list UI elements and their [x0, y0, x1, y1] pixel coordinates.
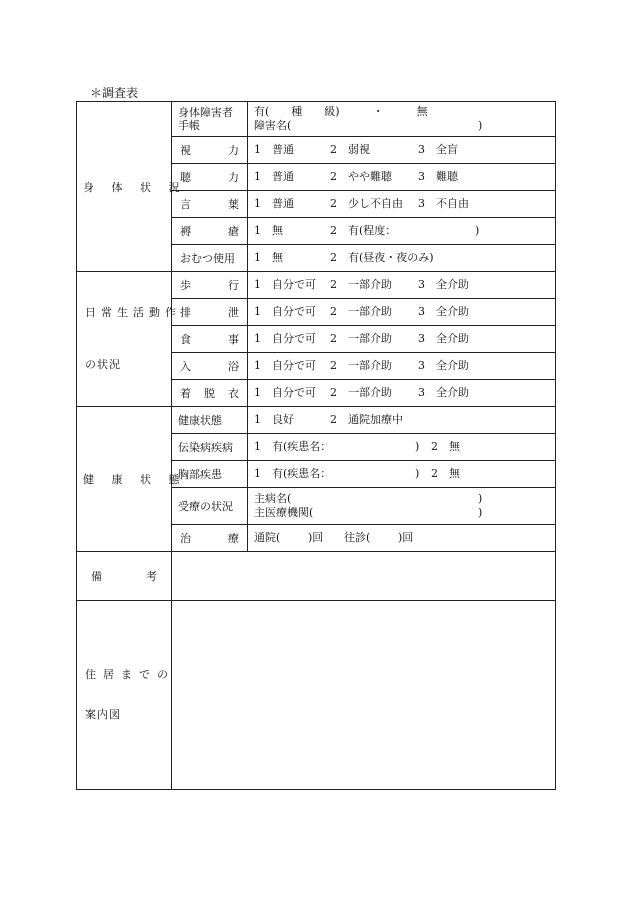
vision-opt2-num: 2 [330, 143, 337, 156]
medical-institution-open: 主医療機関( [254, 506, 314, 519]
walk-opt1-num: 1 [254, 278, 261, 291]
diaper-opt2-num: 2 [330, 251, 337, 264]
meal-opt3-num: 3 [418, 332, 425, 345]
section-adl-line2: の状況 [85, 358, 121, 371]
label-bedsore: 褥瘡 [172, 218, 248, 245]
value-infectious[interactable] [248, 434, 556, 461]
section-map-line2: 案内図 [85, 708, 121, 721]
label-excrete: 排泄 [172, 299, 248, 326]
infectious-opt1: 有(疾患名： [272, 440, 332, 453]
infectious-opt1-close: ) [415, 440, 420, 453]
bath-opt1: 自分で可 [272, 359, 316, 372]
chest-opt1: 有(疾患名： [272, 467, 332, 480]
section-body-status: 身 体 状 況 [77, 102, 172, 272]
chest-opt2: 無 [449, 467, 460, 480]
dress-opt1-num: 1 [254, 386, 261, 399]
survey-table [76, 101, 556, 790]
health-opt2-num: 2 [330, 413, 337, 426]
section-remarks: 備 考 [77, 552, 172, 601]
value-speech[interactable] [248, 191, 556, 218]
treatment-homevisit: 往診( [344, 531, 371, 544]
disability-line2 [254, 119, 549, 133]
value-disability-handbook[interactable] [248, 102, 556, 137]
hearing-opt2: やや難聴 [348, 170, 392, 183]
dress-opt2: 一部介助 [348, 386, 392, 399]
form-title: ＊調査表 [90, 86, 139, 100]
bath-opt2-num: 2 [330, 359, 337, 372]
speech-opt1-num: 1 [254, 197, 261, 210]
bedsore-opt1-num: 1 [254, 224, 261, 237]
medical-line2 [254, 506, 549, 520]
bath-opt3: 全介助 [436, 359, 469, 372]
dress-opt3: 全介助 [436, 386, 469, 399]
walk-opt1: 自分で可 [272, 278, 316, 291]
speech-opt1: 普通 [272, 197, 294, 210]
medical-disease-close: ) [478, 492, 483, 505]
speech-opt2-num: 2 [330, 197, 337, 210]
health-opt2: 通院加療中 [348, 413, 403, 426]
treatment-outpatient: 通院( [254, 531, 281, 544]
label-health-status: 健康状態 [172, 407, 248, 434]
bath-opt3-num: 3 [418, 359, 425, 372]
row-disability-handbook [77, 102, 556, 137]
diaper-opt1-num: 1 [254, 251, 261, 264]
speech-opt3: 不自由 [436, 197, 469, 210]
value-bath[interactable] [248, 353, 556, 380]
label-speech: 言葉 [172, 191, 248, 218]
value-diaper[interactable] [248, 245, 556, 272]
treatment-outpatient-close: )回 [308, 531, 324, 544]
bedsore-opt1: 無 [272, 224, 283, 237]
value-hearing[interactable] [248, 164, 556, 191]
meal-opt1: 自分で可 [272, 332, 316, 345]
label-infectious: 伝染病疾病 [172, 434, 248, 461]
medical-disease-open: 主病名( [254, 492, 292, 505]
speech-opt3-num: 3 [418, 197, 425, 210]
disability-name-close: ) [478, 119, 483, 132]
health-opt1: 良好 [272, 413, 294, 426]
bedsore-opt2: 有(程度： [348, 224, 397, 237]
meal-opt1-num: 1 [254, 332, 261, 345]
map-area[interactable] [172, 601, 556, 790]
diaper-opt2: 有(昼夜・夜のみ) [348, 251, 434, 264]
value-chest[interactable] [248, 461, 556, 488]
meal-opt3: 全介助 [436, 332, 469, 345]
hearing-opt1-num: 1 [254, 170, 261, 183]
value-vision[interactable] [248, 137, 556, 164]
chest-opt2-num: 2 [431, 467, 438, 480]
excrete-opt3: 全介助 [436, 305, 469, 318]
meal-opt2: 一部介助 [348, 332, 392, 345]
excrete-opt2-num: 2 [330, 305, 337, 318]
value-medical[interactable] [248, 488, 556, 525]
vision-opt1-num: 1 [254, 143, 261, 156]
vision-opt1: 普通 [272, 143, 294, 156]
value-walk[interactable] [248, 272, 556, 299]
section-adl-line1: 日常生活動作 [85, 306, 181, 319]
diaper-opt1: 無 [272, 251, 283, 264]
bath-opt1-num: 1 [254, 359, 261, 372]
label-treatment: 治療 [172, 525, 248, 552]
value-excrete[interactable] [248, 299, 556, 326]
walk-opt3: 全介助 [436, 278, 469, 291]
treatment-homevisit-close: )回 [398, 531, 414, 544]
dress-opt1: 自分で可 [272, 386, 316, 399]
bedsore-opt2-close: ) [475, 224, 480, 237]
value-meal[interactable] [248, 326, 556, 353]
health-opt1-num: 1 [254, 413, 261, 426]
disability-line1: 有( 種 級) ・ 無 [254, 105, 428, 118]
excrete-opt1-num: 1 [254, 305, 261, 318]
value-bedsore[interactable] [248, 218, 556, 245]
label-hearing: 聴力 [172, 164, 248, 191]
bath-opt2: 一部介助 [348, 359, 392, 372]
walk-opt2: 一部介助 [348, 278, 392, 291]
label-chest: 胸部疾患 [172, 461, 248, 488]
hearing-opt3: 難聴 [436, 170, 458, 183]
meal-opt2-num: 2 [330, 332, 337, 345]
infectious-opt2-num: 2 [431, 440, 438, 453]
medical-institution-close: ) [478, 506, 483, 519]
label-medical: 受療の状況 [172, 488, 248, 525]
vision-opt3-num: 3 [418, 143, 425, 156]
hearing-opt2-num: 2 [330, 170, 337, 183]
label-bath: 入浴 [172, 353, 248, 380]
label-diaper: おむつ使用 [172, 245, 248, 272]
value-dress[interactable] [248, 380, 556, 407]
row-map [77, 601, 556, 790]
excrete-opt1: 自分で可 [272, 305, 316, 318]
infectious-opt2: 無 [449, 440, 460, 453]
vision-opt3: 全盲 [436, 143, 458, 156]
value-health-status[interactable] [248, 407, 556, 434]
hearing-opt1: 普通 [272, 170, 294, 183]
row-health-status [77, 407, 556, 434]
excrete-opt2: 一部介助 [348, 305, 392, 318]
speech-opt2: 少し不自由 [348, 197, 403, 210]
walk-opt3-num: 3 [418, 278, 425, 291]
excrete-opt3-num: 3 [418, 305, 425, 318]
medical-line1 [254, 492, 549, 506]
label-meal: 食事 [172, 326, 248, 353]
label-walk: 歩行 [172, 272, 248, 299]
label-vision: 視力 [172, 137, 248, 164]
section-adl [77, 272, 181, 407]
remarks-area[interactable] [172, 552, 556, 601]
label-dress: 着脱衣 [172, 380, 248, 407]
value-treatment[interactable] [248, 525, 556, 552]
vision-opt2: 弱視 [348, 143, 370, 156]
walk-opt2-num: 2 [330, 278, 337, 291]
row-walk [77, 272, 556, 299]
hearing-opt3-num: 3 [418, 170, 425, 183]
chest-opt1-num: 1 [254, 467, 261, 480]
label-disability-handbook [172, 102, 248, 137]
section-health: 健 康 状 態 [77, 407, 172, 552]
row-remarks [77, 552, 556, 601]
chest-opt1-close: ) [415, 467, 420, 480]
section-map [77, 601, 175, 790]
disability-name-open: 障害名( [254, 119, 292, 132]
section-map-line1: 住居までの [85, 668, 175, 681]
dress-opt3-num: 3 [418, 386, 425, 399]
bedsore-opt2-num: 2 [330, 224, 337, 237]
dress-opt2-num: 2 [330, 386, 337, 399]
label-disability-handbook-2: 手帳 [178, 119, 200, 132]
label-disability-handbook-1: 身体障害者 [178, 106, 233, 119]
infectious-opt1-num: 1 [254, 440, 261, 453]
